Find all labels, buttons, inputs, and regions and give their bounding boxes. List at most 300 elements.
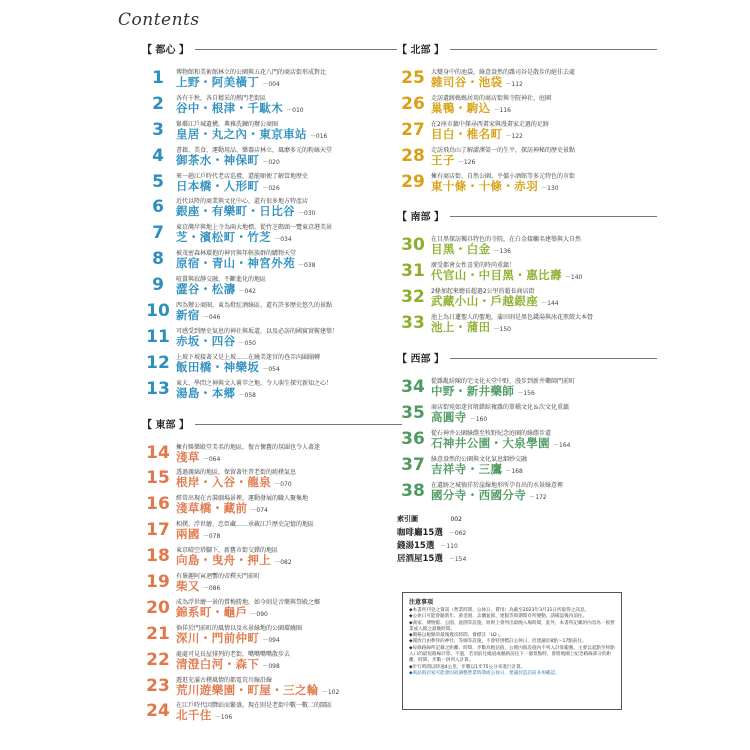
section-label: 【 東部 】: [142, 416, 195, 431]
entry-number: 30: [401, 235, 425, 256]
page-number: 160: [475, 415, 488, 423]
entry-description: 透過親綿的地區，保留著往昔老街的純樸氣息: [176, 469, 297, 477]
entry-number: 23: [146, 675, 170, 696]
entry-title: 澀谷・松濤: [176, 282, 236, 297]
entry-page: [505, 468, 522, 475]
page-dash: －: [541, 184, 548, 192]
index-items: [397, 526, 657, 565]
entry-name: [431, 126, 523, 142]
index-item-label: 錢湯15選: [397, 541, 435, 552]
entry-page: [322, 689, 339, 696]
entry-title: 吉祥寺・三鷹: [431, 461, 503, 476]
toc-entry[interactable]: [142, 518, 402, 544]
entry-number: 17: [146, 520, 170, 541]
entry-page: [470, 416, 487, 423]
index-item[interactable]: [397, 526, 657, 539]
page-dash: －: [541, 300, 548, 308]
page-number: 020: [268, 158, 280, 166]
toc-entry[interactable]: [142, 622, 402, 648]
page-dash: －: [262, 636, 269, 644]
toc-entry[interactable]: [397, 92, 657, 118]
page-dash: －: [238, 391, 245, 399]
page-number: 062: [454, 530, 467, 538]
entry-page: [215, 714, 232, 721]
toc-entry[interactable]: [142, 195, 402, 221]
entry-number: 27: [401, 119, 425, 140]
page-number: 078: [208, 533, 221, 541]
entry-title: 赤坂・四谷: [176, 333, 236, 348]
entry-title: 湯島・本郷: [176, 385, 236, 400]
entry-number: 37: [401, 454, 425, 475]
toc-entry[interactable]: [142, 699, 402, 725]
toc-entry[interactable]: [142, 648, 402, 674]
entry-name: [176, 178, 280, 194]
toc-entry[interactable]: [397, 233, 657, 259]
entry-number: 35: [401, 402, 425, 423]
page-dash: －: [274, 236, 281, 244]
entry-name: [431, 409, 487, 425]
section-header: [397, 349, 657, 369]
right-column: [397, 40, 657, 565]
entry-title: 國分寺・西國分寺: [431, 487, 527, 502]
entry-page: [565, 274, 582, 281]
toc-entry[interactable]: [142, 492, 402, 518]
entry-description: 走訪飛鳥山了解澀澤榮一的生平，探訪神秘的歷史景點: [431, 146, 576, 154]
entry-name: [176, 229, 292, 245]
entry-description: 擁有商店街、自然公園，平價小酒館等多元特色的市街: [431, 172, 576, 180]
page-dash: －: [505, 132, 512, 140]
entry-name: [176, 152, 280, 168]
page-number: 054: [268, 365, 280, 373]
page-number: 110: [446, 543, 458, 551]
entry-name: [176, 552, 292, 568]
entry-page: [553, 442, 570, 449]
entry-title: 銀座・有樂町・日比谷: [176, 204, 295, 219]
entry-number: 13: [146, 378, 170, 399]
toc-entry[interactable]: [142, 273, 402, 299]
entry-number: 33: [401, 313, 425, 334]
toc-entry[interactable]: [397, 118, 657, 144]
entry-title: 中野・新井藥師: [431, 384, 515, 399]
entry-page: [239, 288, 256, 295]
entry-description: 商店街宛如迷宮般錯綜複雜的單橋文化＆次文化重鎮: [431, 403, 570, 411]
entry-name: [176, 500, 268, 516]
entry-title: 淺草橋・藏前: [176, 501, 248, 516]
entry-number: 14: [146, 442, 170, 463]
entry-description: 成為浮世繪一景的賞梅勝地，如今則是音樂與祭殿之鄉: [176, 598, 321, 606]
page-number: 130: [547, 184, 559, 192]
entry-description: 從雜亂紛陳的宅文化天堂中野，漫步到新井藥師門前町: [431, 378, 576, 386]
entry-name: [431, 100, 511, 116]
page-dash: －: [214, 714, 221, 722]
entry-number: 25: [401, 68, 425, 88]
entry-name: [176, 526, 220, 542]
toc-entry[interactable]: [397, 144, 657, 170]
entry-title: 向島・曳舟・押上: [176, 553, 272, 568]
entry-title: 石神井公園・大泉學園: [431, 435, 550, 450]
entry-page: [239, 340, 256, 347]
toc-entry[interactable]: [397, 401, 657, 427]
toc-entry[interactable]: [397, 66, 657, 92]
entry-title: 代官山・中目黑・惠比壽: [431, 268, 562, 283]
page-dash: －: [262, 662, 269, 670]
page-number: 038: [304, 262, 316, 270]
page-number: 154: [454, 556, 467, 564]
entry-number: 2: [152, 93, 164, 114]
toc-entry[interactable]: [142, 66, 402, 92]
entry-page: [505, 133, 522, 140]
entry-name: [176, 578, 220, 594]
entry-title: 荒川遊樂園・町屋・三之輪: [176, 682, 319, 697]
entry-number: 18: [146, 546, 170, 567]
toc-entry[interactable]: [142, 544, 402, 570]
note-item: ◆每條路線所記載之距離、時間、步數為粗估值，公園內與設施內不列入計算範圍。主要以起點至終點入口的最短路線計算。不過，若須前往繞道或順路前往下一個景點時，會將地圖上紀念路線部分的距離、時間、步數一併列入計算。: [409, 645, 615, 664]
entry-description: 廣受都會女性喜愛的時尚重鎮！: [431, 262, 516, 270]
page-number: 004: [268, 81, 280, 88]
entry-name: [176, 707, 232, 723]
page-number: 042: [244, 288, 256, 296]
entry-title: 武藏小山・戶越銀座: [431, 294, 539, 309]
page-number: 082: [280, 559, 292, 567]
toc-entry[interactable]: [142, 674, 402, 700]
entry-page: [286, 107, 303, 114]
entry-title: 錦系町・龜戶: [176, 604, 248, 619]
page-number: 030: [304, 210, 316, 218]
section-header: [142, 40, 402, 60]
entry-number: 26: [401, 93, 425, 114]
toc-entry[interactable]: [397, 285, 657, 311]
entry-number: 20: [146, 597, 170, 618]
entry-page: [494, 326, 511, 333]
entry-number: 21: [146, 623, 170, 644]
entry-name: [176, 604, 268, 620]
entry-number: 34: [401, 377, 425, 398]
page-number: 164: [559, 441, 571, 449]
entry-page: [505, 81, 522, 88]
page-dash: －: [298, 262, 305, 270]
entry-number: 5: [152, 171, 164, 192]
entry-name: [431, 152, 475, 168]
section-header: [397, 207, 657, 227]
section-city: [142, 40, 402, 403]
entry-name: [176, 682, 339, 698]
entry-page: [203, 533, 220, 540]
entry-description: 有褒趣阿寅迴響的帝釋天門前町: [176, 573, 261, 581]
page-number: 050: [244, 339, 256, 347]
page-dash: －: [505, 467, 512, 475]
toc-entry[interactable]: [142, 92, 402, 118]
entry-description: 被茂密森林環抱的神宮與年輕族群的購物天堂: [176, 250, 297, 258]
entry-number: 11: [146, 326, 170, 347]
entry-number: 28: [401, 145, 425, 166]
toc-entry[interactable]: [142, 570, 402, 596]
entry-name: [176, 281, 256, 297]
page-dash: －: [202, 455, 209, 463]
page-dash: －: [493, 106, 500, 114]
toc-entry[interactable]: [397, 427, 657, 453]
entry-title: 上野・阿美橫丁: [176, 75, 260, 89]
entry-number: 19: [146, 572, 170, 593]
index-item-label: 居酒屋15選: [397, 554, 443, 565]
toc-entry[interactable]: [142, 351, 402, 377]
entry-title: 雜司谷・池袋: [431, 75, 503, 89]
toc-entry[interactable]: [142, 377, 402, 403]
entry-title: 兩國: [176, 527, 200, 542]
index-item-page: [449, 556, 466, 563]
page-number: 046: [208, 314, 221, 322]
entry-name: [176, 203, 315, 219]
entry-title: 皇居・丸之內・東京車站: [176, 126, 307, 141]
section-header: [397, 40, 657, 60]
page-title: Contents: [118, 10, 200, 30]
entry-name: [431, 435, 570, 451]
entry-page: [262, 663, 279, 670]
entry-title: 日本橋・人形町: [176, 178, 260, 193]
section-north: [397, 40, 657, 195]
toc-entry[interactable]: [397, 259, 657, 285]
section-label: 【 西部 】: [397, 350, 450, 365]
entry-number: 12: [146, 352, 170, 373]
entry-page: [541, 300, 558, 307]
page-dash: －: [202, 314, 209, 322]
section-south: [397, 207, 657, 337]
entry-name: [176, 74, 280, 90]
page-dash: －: [250, 507, 257, 515]
page-dash: －: [262, 365, 269, 373]
entry-number: 36: [401, 428, 425, 449]
entry-description: 東京灣岸與地上寺為兩大地標，從竹芝碼頭一覽東京港美景: [176, 224, 333, 232]
entry-description: 在遺跡之城徜徉於崖線地形所孕育出的水景綠意裡: [431, 481, 564, 489]
entry-name: [431, 461, 523, 477]
page-dash: －: [202, 533, 209, 541]
entry-name: [176, 630, 280, 646]
index-item-page: [440, 543, 457, 550]
entry-description: 東京晴空塔腳下，新舊市街交錯的地區: [176, 547, 279, 555]
entry-number: 10: [146, 301, 170, 322]
entry-title: 東十條・十條・赤羽: [431, 178, 539, 193]
entry-page: [262, 81, 279, 88]
page-number: 122: [511, 132, 523, 140]
entry-name: [431, 383, 535, 399]
note-item: ◆步行時間以時速4公里，步數以1步75公分來進行計算。: [409, 664, 526, 670]
entry-title: 淺草: [176, 449, 200, 464]
entry-page: [494, 248, 511, 255]
index-item[interactable]: [397, 539, 657, 552]
entry-title: 御茶水・神保町: [176, 152, 260, 167]
toc-entry[interactable]: [397, 170, 657, 196]
entry-description: 走訪遺跡媽媽居用的商店街與寺院神社、庭園: [431, 94, 552, 102]
entry-description: 經常出現在古裝劇場景裡，運動發展的職人聚集地: [176, 495, 309, 503]
page-dash: －: [274, 559, 281, 567]
index-map-label: 索引圖: [397, 515, 418, 524]
page-number: 098: [268, 662, 280, 670]
entry-title: 池上・蒲田: [431, 320, 491, 335]
entry-number: 31: [401, 261, 425, 282]
entry-page: [239, 392, 256, 399]
entry-page: [298, 262, 315, 269]
entry-number: 4: [152, 145, 164, 166]
entry-page: [298, 210, 315, 217]
entry-page: [274, 559, 291, 566]
toc-entry[interactable]: [397, 453, 657, 479]
page-number: 172: [535, 493, 547, 501]
entry-page: [274, 481, 291, 488]
page-dash: －: [262, 184, 269, 192]
entry-name: [176, 359, 280, 375]
section-label: 【 南部 】: [397, 208, 450, 223]
page-dash: －: [564, 274, 571, 282]
entry-title: 柴又: [176, 579, 200, 594]
toc-entry[interactable]: [397, 375, 657, 401]
entry-title: 高圓寺: [431, 409, 467, 424]
toc-entry[interactable]: [142, 144, 402, 170]
entry-title: 飯田橋・神樂坂: [176, 359, 260, 374]
entry-description: 處處可見長屋排列的老街，嘴嘴嘴嘴散步去: [176, 650, 291, 658]
page-dash: －: [517, 390, 524, 398]
entry-description: 喧囂與寂靜交融，不斷進化的地區: [176, 276, 267, 284]
entry-title: 谷中・根津・千駄木: [176, 100, 284, 115]
entry-name: [431, 487, 547, 503]
toc-entry[interactable]: [142, 118, 402, 144]
toc-entry[interactable]: [142, 325, 402, 351]
page-number: 010: [292, 106, 304, 114]
toc-entry[interactable]: [142, 466, 402, 492]
page-dash: －: [286, 106, 293, 114]
page-number: 086: [208, 585, 221, 593]
entry-title: 目黑・白金: [431, 242, 491, 257]
right-sections: [397, 40, 657, 504]
entry-number: 24: [146, 701, 170, 722]
entry-page: [274, 236, 291, 243]
page-number: 090: [256, 610, 268, 618]
entry-name: [176, 255, 315, 271]
entry-description: 倘佯於門前町的風情以及水景綠地的公園環繞圈: [176, 624, 303, 632]
entry-number: 16: [146, 494, 170, 515]
entry-page: [203, 585, 220, 592]
page-number: 150: [499, 326, 511, 334]
section-east: [142, 415, 402, 726]
entry-title: 北千住: [176, 708, 212, 723]
entry-description: 西為辦公商圈，東為燈紅酒綠區，還有許多歷史悠久的景點: [176, 302, 333, 310]
page-dash: －: [321, 688, 328, 696]
page-number: 144: [547, 300, 559, 308]
page-dash: －: [274, 481, 281, 489]
page-dash: －: [529, 493, 536, 501]
toc-entry[interactable]: [142, 596, 402, 622]
entry-name: [176, 449, 220, 465]
entry-description: 在目黑探訪獨具特色的寺院，在白金接觸名建築與大自然: [431, 236, 582, 244]
entry-description: 緊鄰江戶城遺構，典雅洗鍊的辦公商圈: [176, 120, 279, 128]
entry-description: 各有千秋，各自精采的熱門老街區: [176, 94, 267, 102]
entry-description: 從石神井公園綠蔭至牧野紀念庭園的綠蔭步道: [431, 429, 552, 437]
entry-number: 6: [152, 197, 164, 218]
page-dash: －: [440, 543, 447, 551]
entry-page: [494, 107, 511, 114]
entry-number: 22: [146, 649, 170, 670]
page-number: 126: [463, 158, 476, 166]
entry-name: [431, 241, 511, 257]
entry-description: 綠意盎然的公園與文化氣息細妙交融: [431, 455, 528, 463]
entry-page: [203, 314, 220, 321]
entry-name: [176, 656, 280, 672]
entry-name: [431, 267, 582, 283]
toc-entry[interactable]: [142, 441, 402, 467]
page-dash: －: [262, 81, 269, 88]
entry-page: [517, 390, 534, 397]
entry-number: 7: [152, 223, 164, 244]
entry-name: [431, 293, 559, 309]
entry-name: [176, 474, 292, 490]
page-dash: －: [238, 288, 245, 296]
section-label: 【 北部 】: [397, 41, 450, 56]
page-number: 136: [499, 248, 511, 256]
toc-entry[interactable]: [142, 221, 402, 247]
entry-description: 在江戶時代因驛站而繁盛，現在則是老街中數一數二的鬧區: [176, 702, 333, 710]
entry-title: 巢鴨・駒込: [431, 100, 491, 115]
entry-page: [310, 133, 327, 140]
toc-entry[interactable]: [397, 479, 657, 505]
entry-page: [262, 366, 279, 373]
page-number: 016: [315, 132, 328, 140]
toc-entry[interactable]: [142, 299, 402, 325]
section-west: [397, 349, 657, 504]
entry-number: 1: [152, 68, 164, 88]
left-column: [142, 40, 402, 725]
entry-page: [250, 611, 267, 618]
page-dash: －: [469, 415, 476, 423]
toc-entry[interactable]: [397, 311, 657, 337]
entry-number: 9: [152, 275, 164, 296]
entry-page: [262, 185, 279, 192]
index-item[interactable]: [397, 552, 657, 565]
section-label: 【 都心 】: [142, 41, 195, 56]
entry-page: [250, 507, 267, 514]
note-item: ◆本書所刊登之資訊（營業時間、公休日、費用）為截至2023年3月31日所取得之訊息。: [409, 608, 590, 613]
toc-entry[interactable]: [142, 247, 402, 273]
entry-description: 相撲、浮世繪、忠臣藏……承載江戶歷史記憶的地區: [176, 521, 315, 529]
entry-page: [458, 159, 475, 166]
page-number: 094: [268, 636, 280, 644]
note-item: ◆公休日可能會隨新年、黃金週、盂蘭盆節、連假等與期間有所變動，請確認後再前往。: [409, 614, 588, 620]
page-number: 102: [327, 688, 340, 696]
entry-page: [529, 494, 546, 501]
notes-title: 注意事項: [409, 599, 434, 606]
toc-entry[interactable]: [142, 170, 402, 196]
index-block: [397, 514, 657, 565]
section-header: [142, 415, 402, 435]
page-number: 074: [256, 507, 268, 515]
entry-title: 王子: [431, 152, 455, 167]
page-dash: －: [493, 326, 500, 334]
entry-number: 3: [152, 119, 164, 140]
entry-description: 博物館和美術館林立的公園與五花八門的商店街形成對比: [176, 69, 327, 76]
index-map-row[interactable]: [397, 514, 657, 526]
entry-title: 原宿・青山・神宮外苑: [176, 256, 295, 271]
entry-description: 書籍、美食、運動用品、樂器店林立，風靡多元的粉絲天堂: [176, 146, 333, 154]
entry-description: 擁有娛樂殿堂美名的地區，復古懷舊的氛圍也令人著迷: [176, 443, 321, 451]
index-map-page: 002: [450, 516, 462, 524]
page-dash: －: [238, 339, 245, 347]
entry-page: [203, 456, 220, 463]
note-item: ◆價格以稅額的最後幾次時間，會標註「LO」。: [409, 633, 504, 639]
page-number: 116: [499, 106, 511, 114]
page-number: 070: [280, 481, 292, 489]
section-spacer: [142, 403, 402, 415]
entry-description: 可感受到歷史氣息的神社與坂道，以及必訪的國賓實鞍建築！: [176, 327, 339, 335]
entry-number: 8: [152, 249, 164, 270]
page-number: 112: [511, 81, 523, 88]
entry-title: 芝・濱松町・竹芝: [176, 230, 272, 245]
